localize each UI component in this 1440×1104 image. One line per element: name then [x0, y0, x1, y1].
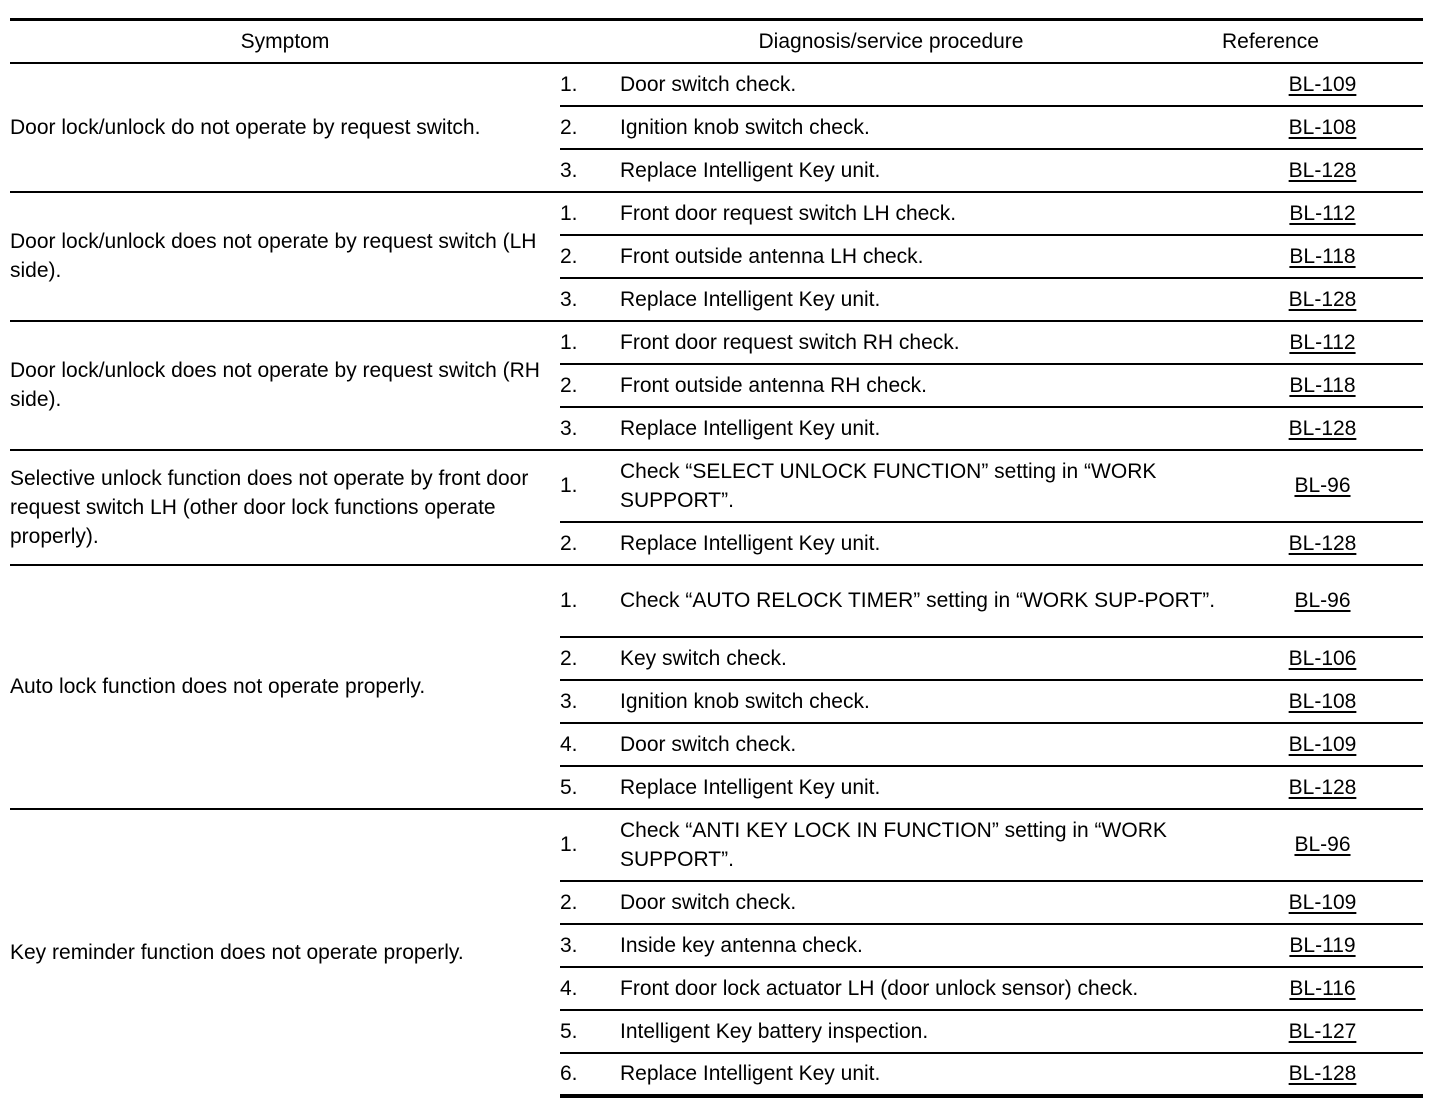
- reference-cell: [1222, 967, 1423, 1010]
- step-text: Replace Intelligent Key unit.: [620, 149, 1222, 192]
- header-reference: Reference: [1222, 20, 1423, 63]
- step-text: Replace Intelligent Key unit.: [620, 766, 1222, 809]
- step-text: Front outside antenna RH check.: [620, 364, 1222, 407]
- header-symptom: Symptom: [10, 20, 560, 63]
- reference-cell: [1222, 924, 1423, 967]
- step-number: 1.: [560, 192, 620, 235]
- reference-cell: [1222, 809, 1423, 881]
- reference-cell: [1222, 565, 1423, 637]
- reference-link[interactable]: BL-128: [1288, 158, 1357, 182]
- reference-link[interactable]: BL-118: [1289, 244, 1356, 268]
- symptom-cell: Door lock/unlock does not operate by request switch (RH side).: [10, 321, 560, 450]
- step-text: Check “SELECT UNLOCK FUNCTION” setting in “WORK SUPPORT”.: [620, 450, 1222, 522]
- reference-link[interactable]: BL-128: [1288, 775, 1357, 799]
- diagnosis-table: [10, 18, 1423, 1098]
- step-number: 3.: [560, 924, 620, 967]
- reference-link[interactable]: BL-128: [1288, 531, 1357, 555]
- reference-cell: [1222, 192, 1423, 235]
- reference-link[interactable]: BL-109: [1288, 890, 1357, 914]
- step-number: 6.: [560, 1053, 620, 1096]
- table-body: [10, 63, 1423, 1096]
- table-row: [10, 809, 1423, 881]
- reference-link[interactable]: BL-106: [1288, 646, 1357, 670]
- symptom-cell: Key reminder function does not operate properly.: [10, 809, 560, 1096]
- table-row: [10, 321, 1423, 364]
- step-number: 3.: [560, 407, 620, 450]
- reference-link[interactable]: BL-96: [1294, 474, 1351, 497]
- table-row: [10, 63, 1423, 106]
- reference-link[interactable]: BL-108: [1288, 115, 1357, 139]
- reference-cell: [1222, 723, 1423, 766]
- step-number: 2.: [560, 637, 620, 680]
- step-text: Door switch check.: [620, 63, 1222, 106]
- step-number: 4.: [560, 723, 620, 766]
- reference-link[interactable]: BL-127: [1288, 1019, 1357, 1043]
- reference-link[interactable]: BL-128: [1288, 1062, 1357, 1085]
- step-number: 2.: [560, 364, 620, 407]
- step-text: Intelligent Key battery inspection.: [620, 1010, 1222, 1053]
- step-text: Front door lock actuator LH (door unlock sensor) check.: [620, 967, 1222, 1010]
- reference-cell: [1222, 278, 1423, 321]
- step-number: 1.: [560, 809, 620, 881]
- reference-cell: [1222, 450, 1423, 522]
- step-text: Ignition knob switch check.: [620, 680, 1222, 723]
- symptom-cell: Door lock/unlock do not operate by request switch.: [10, 63, 560, 192]
- reference-link[interactable]: BL-109: [1288, 732, 1357, 756]
- step-number: 1.: [560, 450, 620, 522]
- reference-cell: [1222, 522, 1423, 565]
- step-number: 5.: [560, 1010, 620, 1053]
- reference-cell: [1222, 881, 1423, 924]
- header-row: [10, 20, 1423, 63]
- step-text: Replace Intelligent Key unit.: [620, 278, 1222, 321]
- step-text: Check “AUTO RELOCK TIMER” setting in “WORK SUP-PORT”.: [620, 565, 1222, 637]
- reference-link[interactable]: BL-112: [1289, 201, 1356, 225]
- reference-link[interactable]: BL-116: [1289, 976, 1356, 1000]
- step-number: 4.: [560, 967, 620, 1010]
- step-text: Replace Intelligent Key unit.: [620, 407, 1222, 450]
- symptom-cell: Selective unlock function does not operate by front door request switch LH (other door lock functions operate properly).: [10, 450, 560, 565]
- step-number: 5.: [560, 766, 620, 809]
- step-text: Door switch check.: [620, 723, 1222, 766]
- header-procedure: Diagnosis/service procedure: [560, 20, 1222, 63]
- step-text: Replace Intelligent Key unit.: [620, 522, 1222, 565]
- reference-link[interactable]: BL-112: [1289, 330, 1356, 354]
- reference-cell: [1222, 1053, 1423, 1096]
- reference-cell: [1222, 364, 1423, 407]
- reference-cell: [1222, 63, 1423, 106]
- reference-link[interactable]: BL-128: [1288, 416, 1357, 440]
- reference-cell: [1222, 1010, 1423, 1053]
- step-number: 2.: [560, 522, 620, 565]
- reference-link[interactable]: BL-109: [1288, 72, 1357, 96]
- reference-cell: [1222, 106, 1423, 149]
- reference-cell: [1222, 235, 1423, 278]
- step-number: 3.: [560, 149, 620, 192]
- step-number: 2.: [560, 106, 620, 149]
- table-row: [10, 192, 1423, 235]
- reference-cell: [1222, 149, 1423, 192]
- reference-cell: [1222, 680, 1423, 723]
- reference-link[interactable]: BL-128: [1288, 287, 1357, 311]
- reference-link[interactable]: BL-96: [1294, 833, 1351, 856]
- reference-cell: [1222, 321, 1423, 364]
- reference-link[interactable]: BL-96: [1294, 589, 1351, 612]
- reference-link[interactable]: BL-119: [1289, 933, 1356, 957]
- step-text: Replace Intelligent Key unit.: [620, 1053, 1222, 1096]
- step-number: 1.: [560, 321, 620, 364]
- reference-cell: [1222, 637, 1423, 680]
- table-row: [10, 450, 1423, 522]
- step-text: Inside key antenna check.: [620, 924, 1222, 967]
- step-number: 1.: [560, 565, 620, 637]
- step-text: Check “ANTI KEY LOCK IN FUNCTION” setting in “WORK SUPPORT”.: [620, 809, 1222, 881]
- step-number: 2.: [560, 881, 620, 924]
- step-number: 3.: [560, 680, 620, 723]
- step-text: Ignition knob switch check.: [620, 106, 1222, 149]
- step-text: Key switch check.: [620, 637, 1222, 680]
- reference-link[interactable]: BL-108: [1288, 689, 1357, 713]
- step-text: Door switch check.: [620, 881, 1222, 924]
- table-row: [10, 565, 1423, 637]
- step-text: Front door request switch LH check.: [620, 192, 1222, 235]
- reference-cell: [1222, 766, 1423, 809]
- step-text: Front door request switch RH check.: [620, 321, 1222, 364]
- reference-cell: [1222, 407, 1423, 450]
- symptom-cell: Auto lock function does not operate properly.: [10, 565, 560, 809]
- step-number: 1.: [560, 63, 620, 106]
- symptom-cell: Door lock/unlock does not operate by request switch (LH side).: [10, 192, 560, 321]
- step-number: 3.: [560, 278, 620, 321]
- step-text: Front outside antenna LH check.: [620, 235, 1222, 278]
- step-number: 2.: [560, 235, 620, 278]
- reference-link[interactable]: BL-118: [1289, 373, 1356, 397]
